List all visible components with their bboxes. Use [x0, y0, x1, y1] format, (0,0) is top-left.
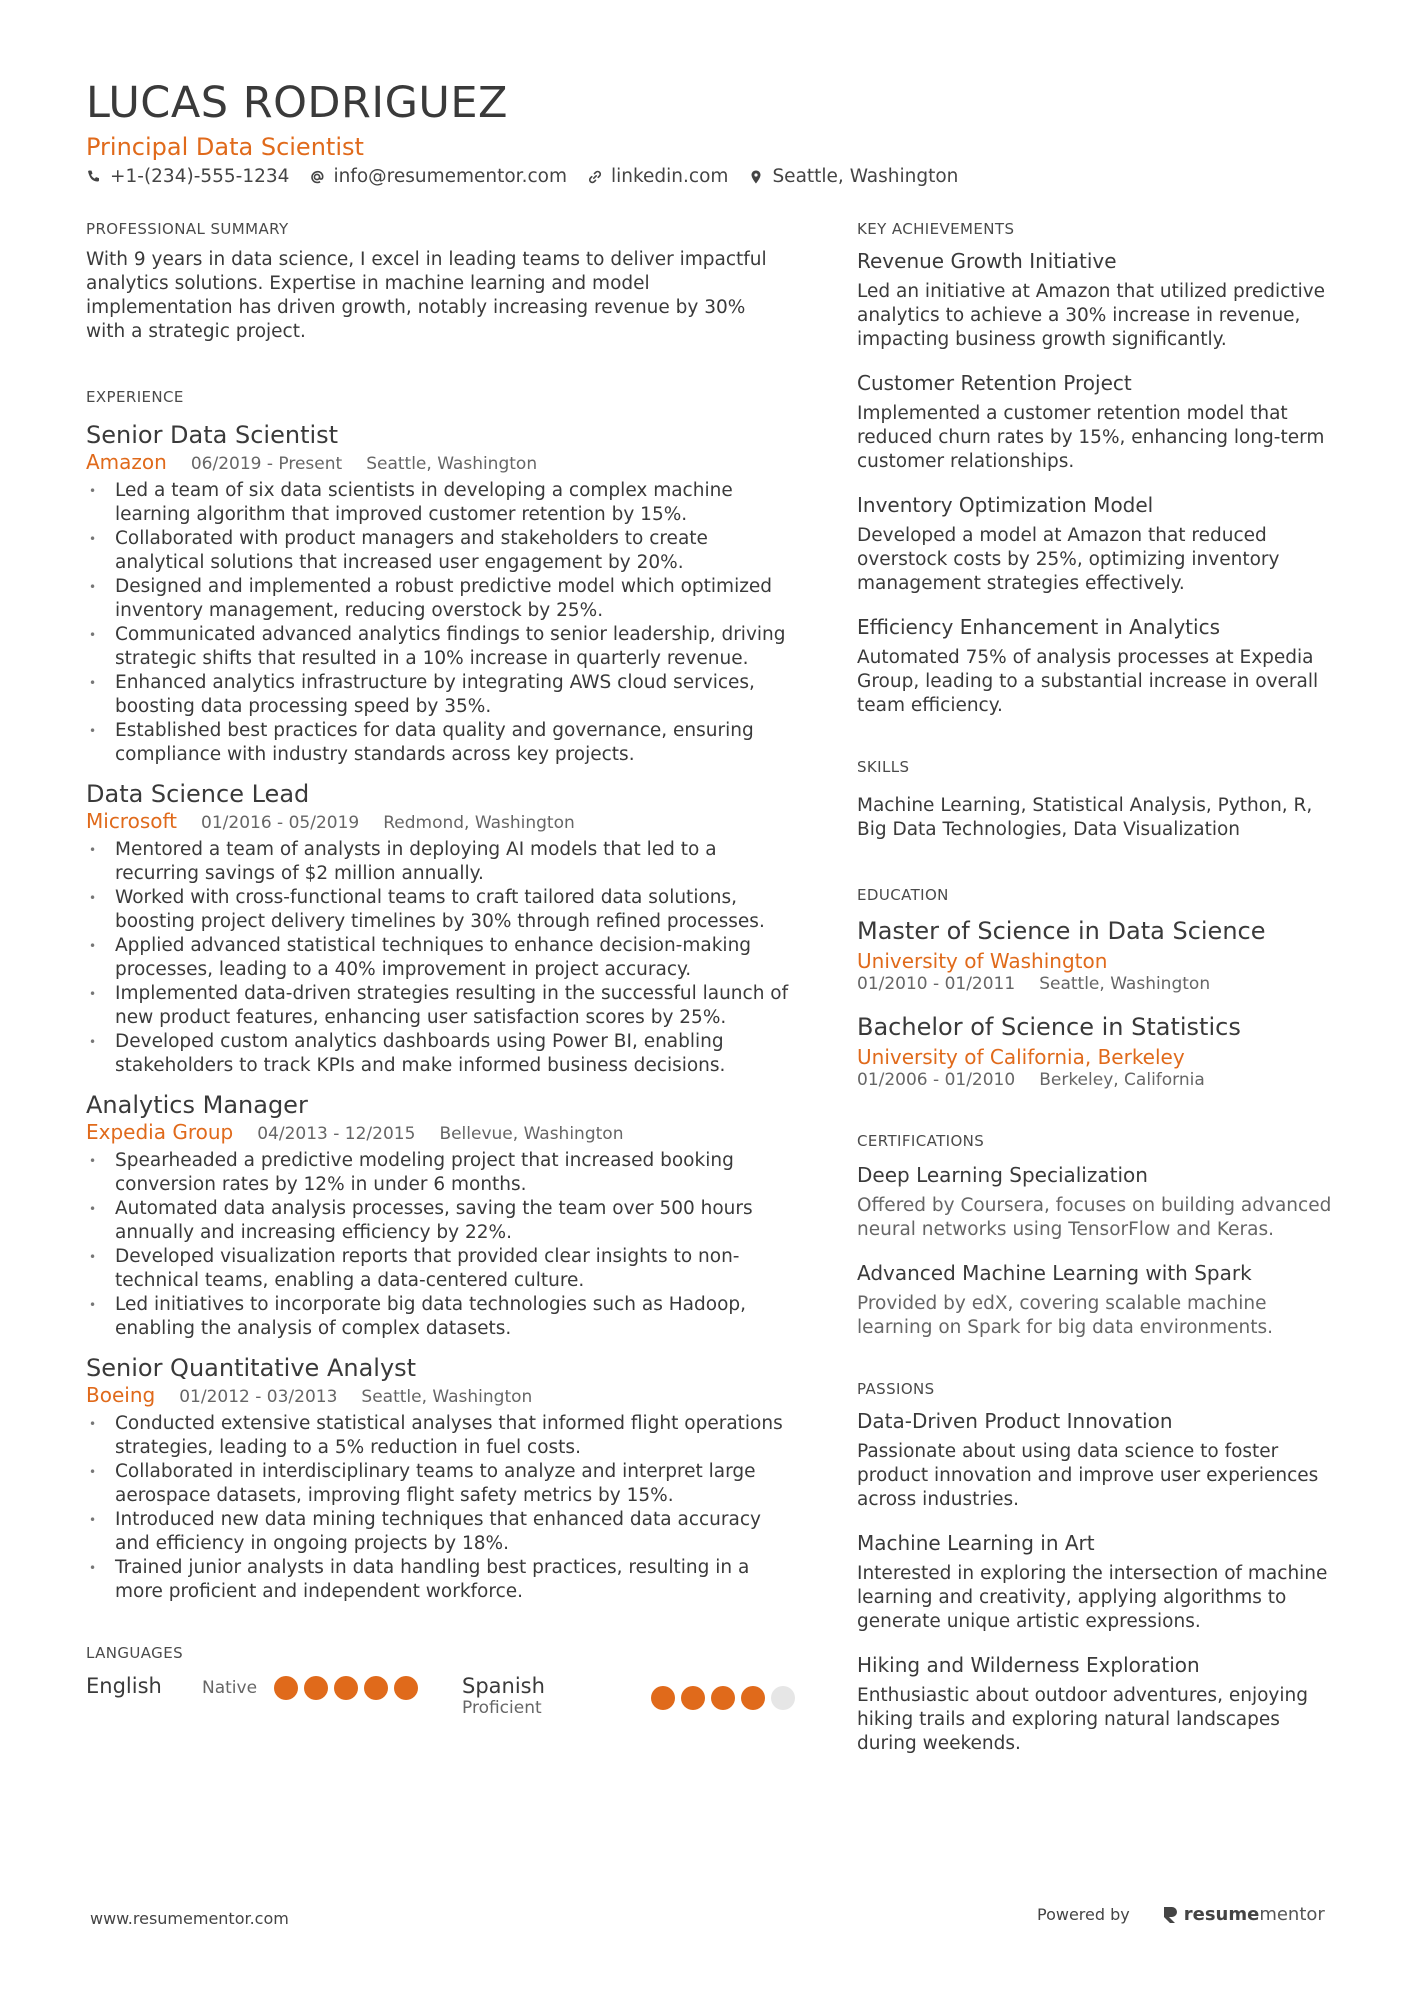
rating-dot-filled [651, 1686, 675, 1710]
certification-desc: Offered by Coursera, focuses on building advanced neural networks using TensorFlow and Keras. [857, 1195, 1332, 1240]
resumementor-logo-icon [1162, 1906, 1178, 1924]
certification-item [857, 1162, 1335, 1242]
contact-linkedin[interactable] [587, 166, 728, 187]
rating-dot-filled [741, 1686, 765, 1710]
education-location: Berkeley, California [1039, 1070, 1205, 1090]
job-bullets [86, 838, 801, 1078]
contact-email-text: info@resumementor.com [333, 166, 567, 187]
education-meta [857, 974, 1335, 994]
job-bullet: • Led initiatives to incorporate big data technologies such as Hadoop, enabling the analysis of complex datasets. [86, 1293, 801, 1341]
candidate-role: Principal Data Scientist [86, 133, 364, 161]
achievement-item [857, 492, 1335, 596]
achievement-title: Customer Retention Project [857, 371, 1132, 395]
job-bullet: • Collaborated with product managers and stakeholders to create analytical solutions that increased user engagement by 20%. [86, 527, 801, 575]
summary-heading: PROFESSIONAL SUMMARY [86, 220, 289, 238]
job-bullet: • Mentored a team of analysts in deploying AI models that led to a recurring savings of $2 million annually. [86, 838, 801, 886]
contact-bar [86, 166, 958, 187]
job-bullet: • Worked with cross-functional teams to craft tailored data solutions, boosting project delivery timelines by 30% through refined processes. [86, 886, 801, 934]
job-entry [86, 1090, 801, 1341]
language-level: Native [202, 1678, 258, 1698]
achievement-desc: Developed a model at Amazon that reduced overstock costs by 25%, optimizing inventory management strategies effectively. [857, 525, 1280, 594]
candidate-name: LUCAS RODRIGUEZ [86, 78, 509, 128]
education-location: Seattle, Washington [1039, 974, 1211, 994]
job-bullet: • Trained junior analysts in data handling best practices, resulting in a more proficient and independent workforce. [86, 1556, 801, 1604]
job-bullet: • Enhanced analytics infrastructure by integrating AWS cloud services, boosting data processing speed by 35%. [86, 671, 801, 719]
footer-branding [1037, 1904, 1325, 1925]
rating-dot-filled [304, 1676, 328, 1700]
education-heading: EDUCATION [857, 886, 949, 904]
achievement-title: Revenue Growth Initiative [857, 249, 1117, 273]
passion-title: Machine Learning in Art [857, 1531, 1095, 1555]
education-school: University of Washington [857, 949, 1108, 973]
language-item [462, 1674, 545, 1718]
job-bullet: • Introduced new data mining techniques that enhanced data accuracy and efficiency in ongoing projects by 18%. [86, 1508, 801, 1556]
at-icon [309, 169, 325, 185]
brand-bold: resume [1183, 1904, 1260, 1925]
education-meta [857, 1070, 1335, 1090]
education-degree: Bachelor of Science in Statistics [857, 1013, 1241, 1041]
achievement-title: Efficiency Enhancement in Analytics [857, 615, 1220, 639]
job-meta [86, 1120, 801, 1144]
education-dates: 01/2006 - 01/2010 [857, 1070, 1016, 1090]
contact-phone-text: +1-(234)-555-1234 [110, 166, 290, 187]
rating-dot-filled [334, 1676, 358, 1700]
job-bullet: • Established best practices for data quality and governance, ensuring compliance with industry standards across key projects. [86, 719, 801, 767]
education-school: University of California, Berkeley [857, 1045, 1185, 1069]
job-location: Seattle, Washington [366, 454, 538, 474]
job-company: Microsoft [86, 809, 178, 833]
job-meta [86, 450, 801, 474]
passion-desc: Interested in exploring the intersection of machine learning and creativity, applying algorithms to generate unique artistic expressions. [857, 1563, 1328, 1632]
rating-dot-filled [274, 1676, 298, 1700]
job-location: Redmond, Washington [383, 813, 575, 833]
job-bullet: • Led a team of six data scientists in developing a complex machine learning algorithm that improved customer retention by 15%. [86, 479, 801, 527]
achievements-heading: KEY ACHIEVEMENTS [857, 220, 1015, 238]
achievement-title: Inventory Optimization Model [857, 493, 1154, 517]
job-company: Amazon [86, 450, 167, 474]
job-entry [86, 779, 801, 1078]
achievement-desc: Led an initiative at Amazon that utilized predictive analytics to achieve a 30% increase in revenue, impacting business growth significantly. [857, 281, 1326, 350]
job-bullet: • Spearheaded a predictive modeling project that increased booking conversion rates by 12% in under 6 months. [86, 1149, 801, 1197]
achievement-item [857, 248, 1335, 352]
job-bullets [86, 1149, 801, 1341]
language-rating [651, 1686, 795, 1710]
certification-desc: Provided by edX, covering scalable machine learning on Spark for big data environments. [857, 1293, 1274, 1338]
passion-title: Hiking and Wilderness Exploration [857, 1653, 1200, 1677]
link-icon [587, 169, 603, 185]
language-level: Proficient [462, 1698, 542, 1718]
job-bullet: • Communicated advanced analytics findings to senior leadership, driving strategic shifts that resulted in a 10% increase in quarterly revenue. [86, 623, 801, 671]
contact-email[interactable] [309, 166, 567, 187]
right-column [857, 220, 1335, 1756]
job-bullets [86, 479, 801, 767]
languages-list [86, 1674, 801, 1734]
rating-dot-filled [681, 1686, 705, 1710]
job-bullet: • Designed and implemented a robust predictive model which optimized inventory management, reducing overstock by 25%. [86, 575, 801, 623]
passion-desc: Passionate about using data science to foster product innovation and improve user experiences across industries. [857, 1441, 1319, 1510]
education-degree: Master of Science in Data Science [857, 917, 1266, 945]
achievement-item [857, 370, 1335, 474]
experience-heading: EXPERIENCE [86, 388, 184, 406]
job-meta [86, 809, 801, 833]
contact-linkedin-text: linkedin.com [610, 166, 729, 187]
location-pin-icon [748, 169, 764, 185]
rating-dot-filled [364, 1676, 388, 1700]
job-bullets [86, 1412, 801, 1604]
skills-heading: SKILLS [857, 758, 910, 776]
job-title: Analytics Manager [86, 1091, 308, 1119]
job-location: Bellevue, Washington [439, 1124, 624, 1144]
education-item [857, 1012, 1335, 1090]
certification-item [857, 1260, 1335, 1340]
job-bullet: • Developed visualization reports that provided clear insights to non-technical teams, enabling a data-centered culture. [86, 1245, 801, 1293]
job-meta [86, 1383, 801, 1407]
contact-phone[interactable] [86, 166, 289, 187]
job-bullet: • Implemented data-driven strategies resulting in the successful launch of new product features, enhancing user satisfaction scores by 25%. [86, 982, 801, 1030]
job-title: Data Science Lead [86, 780, 310, 808]
job-dates: 01/2012 - 03/2013 [179, 1387, 338, 1407]
job-location: Seattle, Washington [361, 1387, 533, 1407]
summary-text: With 9 years in data science, I excel in leading teams to deliver impactful analytics solutions. Expertise in machine learning and model implementation has driven growth, notably increasing revenue by 30% with a strategic project. [86, 249, 767, 342]
job-bullet: • Collaborated in interdisciplinary teams to analyze and interpret large aerospace datasets, improving flight safety metrics by 15%. [86, 1460, 801, 1508]
job-dates: 01/2016 - 05/2019 [201, 813, 360, 833]
passion-desc: Enthusiastic about outdoor adventures, enjoying hiking trails and exploring natural landscapes during weekends. [857, 1685, 1308, 1754]
passions-heading: PASSIONS [857, 1380, 935, 1398]
brand-rest: mentor [1259, 1904, 1325, 1925]
job-title: Senior Quantitative Analyst [86, 1354, 417, 1382]
contact-location [748, 166, 958, 187]
passion-item [857, 1652, 1335, 1756]
education-item [857, 916, 1335, 994]
certification-title: Advanced Machine Learning with Spark [857, 1261, 1252, 1285]
job-company: Boeing [86, 1383, 156, 1407]
job-dates: 04/2013 - 12/2015 [257, 1124, 416, 1144]
job-company: Expedia Group [86, 1120, 234, 1144]
achievement-desc: Implemented a customer retention model that reduced churn rates by 15%, enhancing long-term customer relationships. [857, 403, 1325, 472]
left-column [86, 220, 801, 1734]
job-bullet: • Conducted extensive statistical analyses that informed flight operations strategies, leading to a 5% reduction in fuel costs. [86, 1412, 801, 1460]
phone-icon [86, 169, 102, 185]
languages-heading: LANGUAGES [86, 1644, 184, 1662]
language-rating [274, 1676, 418, 1700]
language-item [86, 1674, 162, 1698]
brand-logo[interactable] [1162, 1904, 1325, 1925]
job-entry [86, 1353, 801, 1604]
job-dates: 06/2019 - Present [190, 454, 343, 474]
passion-title: Data-Driven Product Innovation [857, 1409, 1173, 1433]
rating-dot-filled [711, 1686, 735, 1710]
job-entry [86, 420, 801, 767]
rating-dot-empty [771, 1686, 795, 1710]
contact-location-text: Seattle, Washington [772, 166, 959, 187]
certification-title: Deep Learning Specialization [857, 1163, 1148, 1187]
education-dates: 01/2010 - 01/2011 [857, 974, 1016, 994]
language-name: Spanish [462, 1674, 545, 1698]
language-name: English [86, 1674, 162, 1698]
passion-item [857, 1530, 1335, 1634]
skills-text: Machine Learning, Statistical Analysis, Python, R, Big Data Technologies, Data Visualization [857, 795, 1313, 840]
achievement-item [857, 614, 1335, 718]
passion-item [857, 1408, 1335, 1512]
footer-website[interactable]: www.resumementor.com [90, 1909, 289, 1928]
job-bullet: • Automated data analysis processes, saving the team over 500 hours annually and increasing efficiency by 22%. [86, 1197, 801, 1245]
rating-dot-filled [394, 1676, 418, 1700]
powered-by-label: Powered by [1037, 1905, 1130, 1924]
achievement-desc: Automated 75% of analysis processes at Expedia Group, leading to a substantial increase in overall team efficiency. [857, 647, 1319, 716]
job-bullet: • Applied advanced statistical techniques to enhance decision-making processes, leading to a 40% improvement in project accuracy. [86, 934, 801, 982]
job-title: Senior Data Scientist [86, 421, 339, 449]
job-bullet: • Developed custom analytics dashboards using Power BI, enabling stakeholders to track KPIs and make informed business decisions. [86, 1030, 801, 1078]
certifications-heading: CERTIFICATIONS [857, 1132, 985, 1150]
